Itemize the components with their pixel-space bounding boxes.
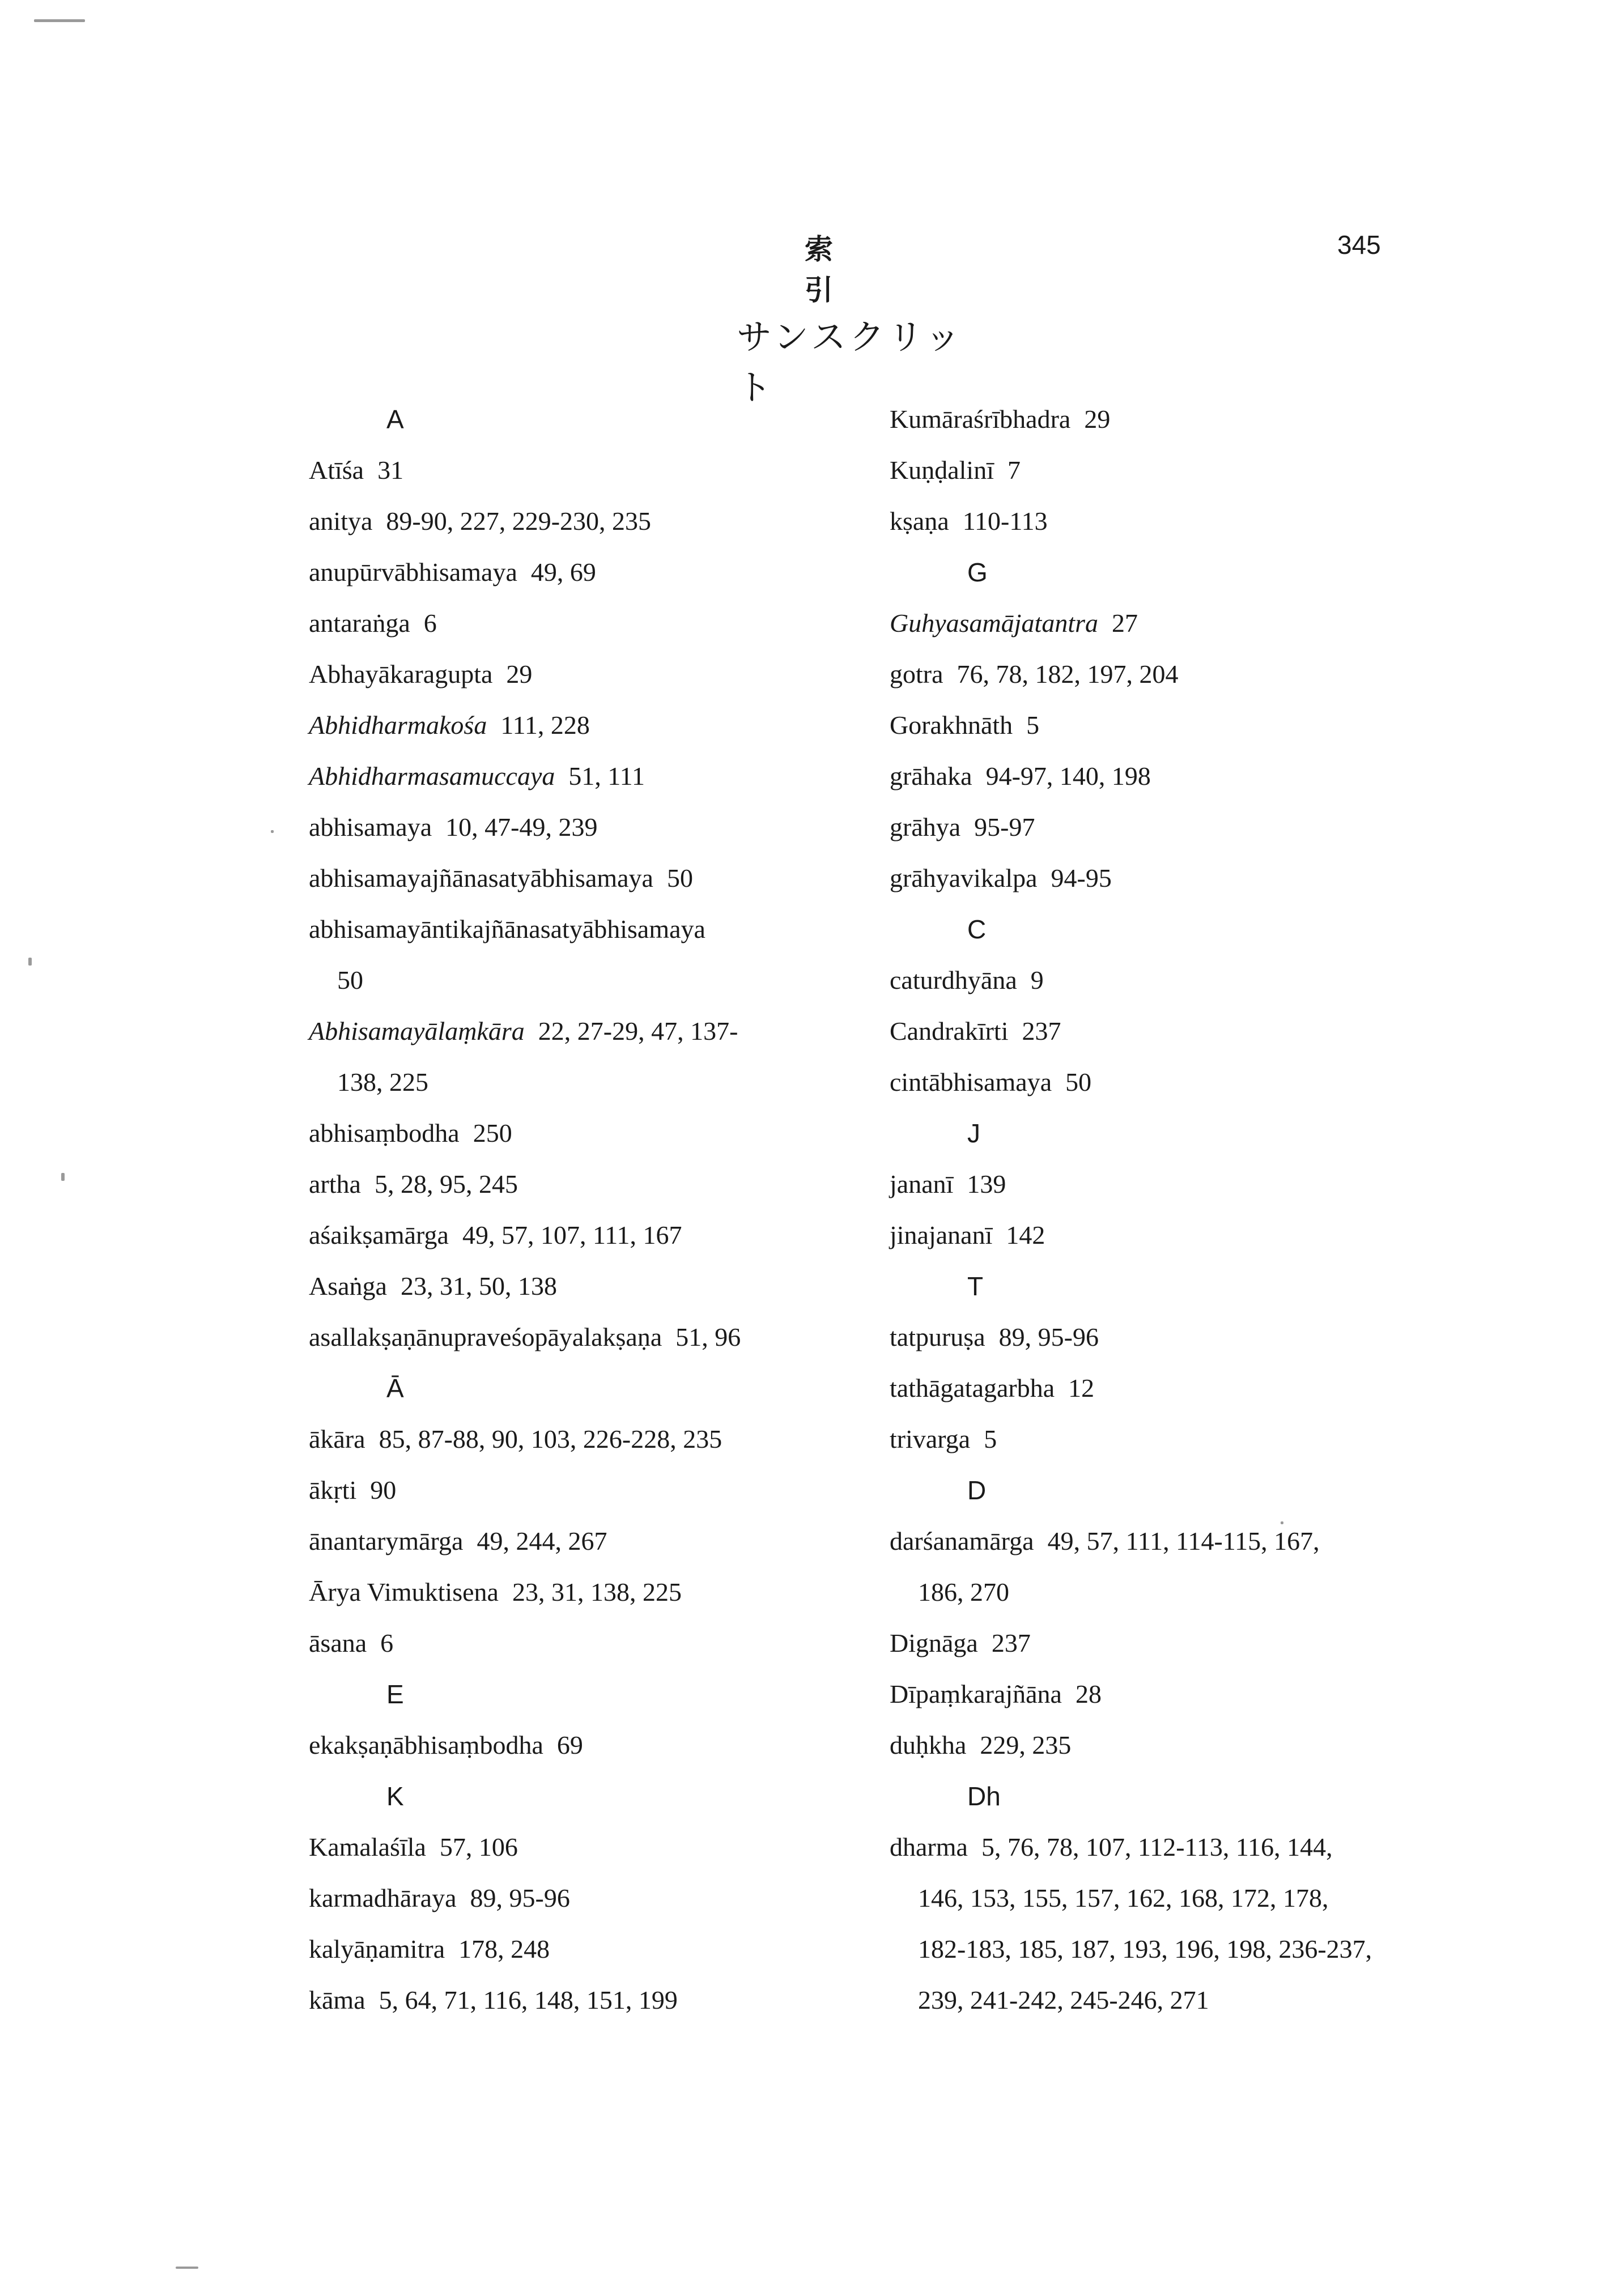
index-pages: 9: [1030, 966, 1044, 994]
index-entry: [890, 649, 1422, 700]
index-entry-continuation: 138, 225: [337, 1068, 428, 1096]
index-entry: [309, 445, 875, 496]
index-entry: [309, 496, 875, 547]
index-entry: [890, 1363, 1422, 1414]
index-term: anupūrvābhisamaya: [309, 558, 517, 586]
index-entry: [890, 445, 1422, 496]
index-pages: 90: [370, 1476, 397, 1504]
index-term: cintābhisamaya: [890, 1068, 1052, 1096]
index-pages: 237: [1022, 1017, 1061, 1045]
index-letter-heading: Ā: [386, 1374, 404, 1403]
index-term: Kumāraśrībhadra: [890, 405, 1071, 433]
index-term: abhisamayajñānasatyābhisamaya: [309, 864, 653, 892]
index-pages: 178, 248: [458, 1934, 550, 1963]
index-entry: [890, 700, 1422, 751]
index-term: ākāra: [309, 1425, 365, 1453]
scan-speck: [34, 19, 85, 22]
index-term: Guhyasamājatantra: [890, 609, 1098, 637]
index-entry: [890, 1618, 1422, 1669]
index-pages: 5, 64, 71, 116, 148, 151, 199: [379, 1985, 678, 2014]
index-pages: 94-95: [1051, 864, 1112, 892]
section-title: サンスクリット: [737, 316, 964, 408]
index-term: Ārya Vimuktisena: [309, 1578, 499, 1606]
index-entry: [890, 496, 1422, 547]
index-entry: [890, 1822, 1422, 1873]
index-entry: [890, 1006, 1422, 1057]
index-pages: 49, 69: [530, 558, 596, 586]
index-term: tatpuruṣa: [890, 1323, 985, 1351]
index-pages: 49, 57, 111, 114-115, 167,: [1047, 1527, 1320, 1555]
index-term: Abhayākaragupta: [309, 660, 493, 688]
index-pages: 229, 235: [980, 1730, 1072, 1759]
index-term: trivarga: [890, 1425, 971, 1453]
index-entry: [890, 1210, 1422, 1261]
index-term: grāhaka: [890, 762, 972, 790]
index-pages: 142: [1006, 1221, 1045, 1249]
index-term: artha: [309, 1170, 361, 1198]
index-entry: [890, 1312, 1422, 1363]
index-term: jananī: [890, 1170, 954, 1198]
index-term: kalyāṇamitra: [309, 1934, 445, 1963]
index-letter-heading: E: [386, 1680, 404, 1709]
index-term: Kuṇḍalinī: [890, 456, 994, 484]
index-pages: 95-97: [974, 813, 1035, 841]
index-entry: [890, 1414, 1422, 1465]
index-term: caturdhyāna: [890, 966, 1017, 994]
index-term: jinajananī: [890, 1221, 993, 1249]
index-entry: [309, 598, 875, 649]
index-column-left: [309, 394, 875, 2026]
index-entry: [890, 802, 1422, 853]
index-pages: 51, 96: [675, 1323, 741, 1351]
index-entry: [890, 394, 1422, 445]
index-pages: 6: [380, 1629, 394, 1657]
index-pages: 10, 47-49, 239: [445, 813, 598, 841]
index-entry: [309, 1312, 875, 1363]
index-entry: [309, 547, 875, 598]
index-term: Gorakhnāth: [890, 711, 1013, 739]
index-letter-heading: C: [967, 915, 987, 944]
index-entry: [309, 1975, 875, 2026]
index-column-right: [890, 394, 1422, 2026]
index-pages: 111, 228: [500, 711, 590, 739]
index-pages: 31: [377, 456, 404, 484]
index-entry: [890, 751, 1422, 802]
index-entry: [309, 1822, 875, 1873]
index-entry-continuation: 239, 241-242, 245-246, 271: [918, 1985, 1209, 2014]
index-entry: [309, 649, 875, 700]
index-pages: 51, 111: [568, 762, 645, 790]
index-term: abhisaṃbodha: [309, 1119, 460, 1147]
scan-speck: [61, 1173, 65, 1181]
index-term: tathāgatagarbha: [890, 1374, 1055, 1402]
index-letter-heading: Dh: [967, 1781, 1001, 1811]
scan-speck: [176, 2267, 198, 2269]
index-term: abhisamaya: [309, 813, 432, 841]
index-term: ekakṣaṇābhisaṃbodha: [309, 1730, 543, 1759]
index-term: Abhidharmakośa: [309, 711, 487, 739]
index-entry-continuation: 182-183, 185, 187, 193, 196, 198, 236-237,: [918, 1934, 1372, 1963]
index-entry: [309, 802, 875, 853]
index-pages: 29: [506, 660, 533, 688]
index-entry: [890, 1516, 1422, 1567]
page-number: 345: [1337, 230, 1381, 260]
index-entry: [890, 1057, 1422, 1108]
index-pages: 139: [967, 1170, 1006, 1198]
index-entry: [309, 1924, 875, 1975]
index-pages: 110-113: [962, 507, 1048, 535]
index-entry-continuation: 186, 270: [918, 1578, 1009, 1606]
index-term: aśaikṣamārga: [309, 1221, 449, 1249]
index-entry: [309, 1618, 875, 1669]
index-pages: 89-90, 227, 229-230, 235: [386, 507, 652, 535]
index-entry: [890, 1720, 1422, 1771]
index-term: grāhya: [890, 813, 961, 841]
index-letter-heading: J: [967, 1119, 980, 1148]
index-term: gotra: [890, 660, 943, 688]
index-entry-continuation: 146, 153, 155, 157, 162, 168, 172, 178,: [918, 1883, 1329, 1912]
index-entry: [309, 1873, 875, 1924]
index-entry: [309, 1108, 875, 1159]
index-pages: 85, 87-88, 90, 103, 226-228, 235: [379, 1425, 722, 1453]
index-term: Dignāga: [890, 1629, 978, 1657]
index-term: anitya: [309, 507, 373, 535]
scan-speck: [271, 830, 274, 833]
index-letter-heading: G: [967, 558, 988, 587]
index-term: Abhisamayālaṃkāra: [309, 1017, 525, 1045]
index-pages: 6: [423, 609, 437, 637]
index-term: asallakṣaṇānupraveśopāyalakṣaṇa: [309, 1323, 662, 1351]
index-entry: [309, 1006, 875, 1057]
index-term: karmadhāraya: [309, 1883, 457, 1912]
index-pages: 27: [1112, 609, 1138, 637]
index-letter-heading: T: [967, 1272, 984, 1301]
index-term: abhisamayāntikajñānasatyābhisamaya: [309, 915, 705, 943]
index-term: dharma: [890, 1832, 968, 1861]
index-term: ākṛti: [309, 1476, 357, 1504]
index-entry: [309, 1465, 875, 1516]
index-term: Kamalaśīla: [309, 1832, 426, 1861]
index-entry: [309, 1567, 875, 1618]
index-letter-heading: K: [386, 1781, 404, 1811]
index-term: Asaṅga: [309, 1272, 387, 1300]
index-pages: 12: [1068, 1374, 1095, 1402]
index-term: darśanamārga: [890, 1527, 1034, 1555]
index-term: duḥkha: [890, 1730, 967, 1759]
index-term: antaraṅga: [309, 609, 410, 637]
index-entry: [890, 853, 1422, 904]
index-pages: 94-97, 140, 198: [985, 762, 1151, 790]
index-entry: [309, 1261, 875, 1312]
index-pages: 23, 31, 50, 138: [400, 1272, 557, 1300]
index-pages: 89, 95-96: [998, 1323, 1099, 1351]
index-pages: 76, 78, 182, 197, 204: [956, 660, 1179, 688]
index-pages: 237: [991, 1629, 1031, 1657]
index-pages: 57, 106: [439, 1832, 518, 1861]
index-pages: 5: [984, 1425, 997, 1453]
index-pages: 5: [1026, 711, 1040, 739]
index-pages: 5, 28, 95, 245: [374, 1170, 518, 1198]
index-pages: 7: [1007, 456, 1021, 484]
index-pages: 22, 27-29, 47, 137-: [538, 1017, 738, 1045]
index-pages: 69: [556, 1730, 583, 1759]
index-pages: 23, 31, 138, 225: [512, 1578, 682, 1606]
index-entry: [309, 1210, 875, 1261]
scan-speck: [28, 958, 32, 966]
index-term: kṣaṇa: [890, 507, 949, 535]
index-entry-continuation: 50: [337, 966, 363, 994]
index-term: ānantarymārga: [309, 1527, 464, 1555]
index-pages: 89, 95-96: [470, 1883, 570, 1912]
index-term: āsana: [309, 1629, 367, 1657]
index-entry: [890, 1159, 1422, 1210]
index-entry: [890, 598, 1422, 649]
index-pages: 49, 244, 267: [477, 1527, 607, 1555]
index-term: grāhyavikalpa: [890, 864, 1038, 892]
index-pages: 50: [1065, 1068, 1092, 1096]
index-term: Dīpaṃkarajñāna: [890, 1680, 1062, 1708]
index-entry: [890, 955, 1422, 1006]
index-pages: 29: [1084, 405, 1111, 433]
index-letter-heading: D: [967, 1476, 987, 1505]
index-letter-heading: A: [386, 405, 404, 434]
index-entry: [309, 853, 875, 904]
index-entry: [309, 1516, 875, 1567]
index-term: Atīśa: [309, 456, 364, 484]
index-entry: [309, 904, 875, 955]
index-term: kāma: [309, 1985, 365, 2014]
index-entry: [309, 1720, 875, 1771]
scan-speck: [1281, 1521, 1283, 1524]
index-term: Candrakīrti: [890, 1017, 1009, 1045]
index-entry: [309, 1414, 875, 1465]
index-entry: [309, 751, 875, 802]
index-pages: 49, 57, 107, 111, 167: [462, 1221, 682, 1249]
index-term: Abhidharmasamuccaya: [309, 762, 555, 790]
index-pages: 50: [666, 864, 693, 892]
index-entry: [890, 1669, 1422, 1720]
header-title: 索 引: [805, 233, 884, 307]
index-entry: [309, 1159, 875, 1210]
index-pages: 5, 76, 78, 107, 112-113, 116, 144,: [981, 1832, 1333, 1861]
index-pages: 28: [1075, 1680, 1102, 1708]
index-entry: [309, 700, 875, 751]
index-pages: 250: [473, 1119, 512, 1147]
